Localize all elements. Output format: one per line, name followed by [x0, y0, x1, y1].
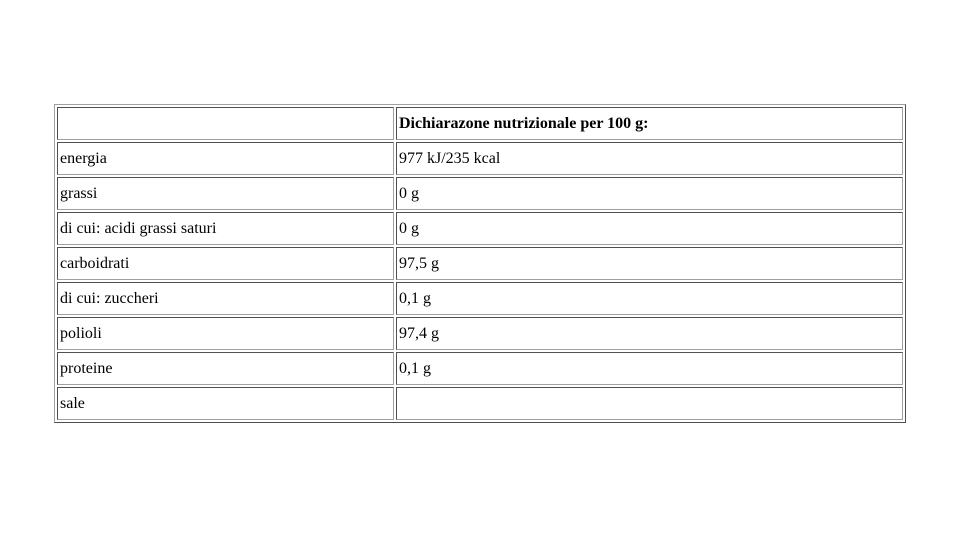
nutrition-table — [54, 104, 906, 423]
nutrient-value: 0 g — [396, 212, 903, 245]
table-row — [57, 247, 903, 280]
table-row — [57, 387, 903, 420]
nutrient-value: 0,1 g — [396, 352, 903, 385]
nutrient-value: 977 kJ/235 kcal — [396, 142, 903, 175]
nutrient-label: sale — [57, 387, 394, 420]
table-row — [57, 317, 903, 350]
nutrient-label: energia — [57, 142, 394, 175]
table-row — [57, 142, 903, 175]
nutrient-value: 97,5 g — [396, 247, 903, 280]
nutrient-value: 0,1 g — [396, 282, 903, 315]
nutrient-value: 0 g — [396, 177, 903, 210]
nutrient-label: di cui: acidi grassi saturi — [57, 212, 394, 245]
header-label-cell — [57, 107, 394, 140]
table-row — [57, 282, 903, 315]
nutrient-label: polioli — [57, 317, 394, 350]
table-row — [57, 212, 903, 245]
nutrient-value: 97,4 g — [396, 317, 903, 350]
nutrient-label: grassi — [57, 177, 394, 210]
table-header-row — [57, 107, 903, 140]
nutrient-label: di cui: zuccheri — [57, 282, 394, 315]
table-row — [57, 352, 903, 385]
nutrient-label: proteine — [57, 352, 394, 385]
nutrient-label: carboidrati — [57, 247, 394, 280]
table-row — [57, 177, 903, 210]
nutrient-value — [396, 387, 903, 420]
header-value-cell: Dichiarazone nutrizionale per 100 g: — [396, 107, 903, 140]
